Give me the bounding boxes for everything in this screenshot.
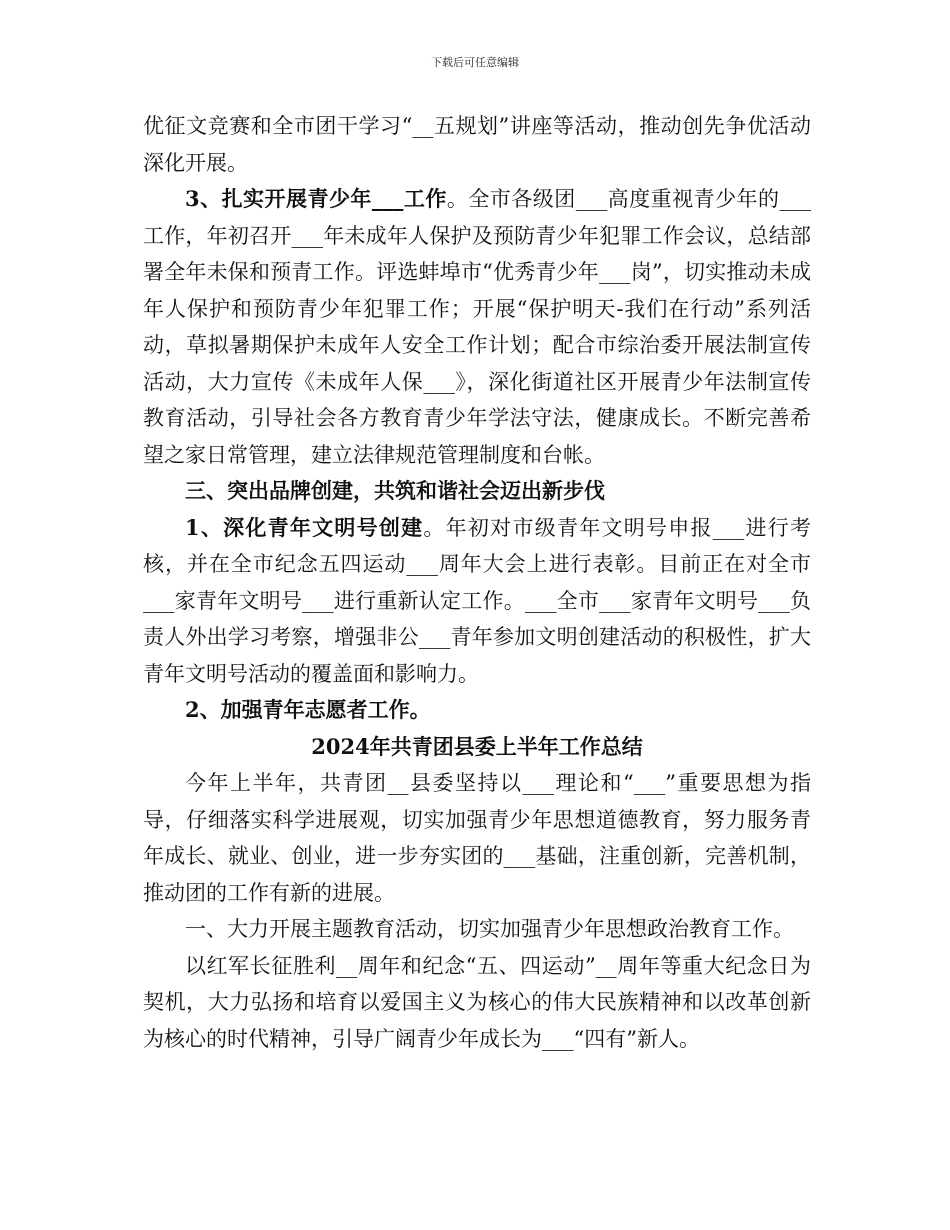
paragraph-heading: 3、扎实开展青少年___工作 xyxy=(185,186,447,211)
paragraph: 3、扎实开展青少年___工作。全市各级团___高度重视青少年的___工作，年初召开___年未成年人保护及预防青少年犯罪工作会议，总结部署全年未保和预青工作。评选蚌埠市“优秀青少年___岗”，切实推动未成年人保护和预防青少年犯罪工作；开展“保护明天-我们在行动”系列活动，草拟暑期保护未成年人安全工作计划；配合市综治委开展法制宣传活动，大力宣传《未成年人保___》，深化街道社区开展青少年法制宣传教育活动，引导社会各方教育青少年学法守法，健康成长。不断完善希望之家日常管理，建立法律规范管理制度和台帐。 xyxy=(143,186,811,467)
section-heading: 一、大力开展主题教育活动，切实加强青少年思想政治教育工作。 xyxy=(185,917,794,941)
page-header: 下载后可任意编辑 xyxy=(431,56,519,69)
section-heading: 三、突出品牌创建，共筑和谐社会迈出新步伐 xyxy=(185,478,605,503)
document-body xyxy=(143,108,811,1057)
paragraph: 优征文竞赛和全市团干学习“__五规划”讲座等活动，推动创先争优活动深化开展。 xyxy=(143,114,811,175)
paragraph: 今年上半年，共青团__县委坚持以___理论和“___”重要思想为指导，仔细落实科学进展观，切实加强青少年思想道德教育，努力服务青年成长、就业、创业，进一步夯实团的___基础，注重创新，完善机制，推动团的工作有新的进展。 xyxy=(143,771,811,905)
paragraph: 以红军长征胜利__周年和纪念“五、四运动”__周年等重大纪念日为契机，大力弘扬和培育以爱国主义为核心的伟大民族精神和以改革创新为核心的时代精神，引导广阔青少年成长为___“四有”新人。 xyxy=(143,953,811,1051)
paragraph-heading: 1、深化青年文明号创建 xyxy=(185,514,424,540)
document-title: 2024年共青团县委上半年工作总结 xyxy=(311,733,643,759)
paragraph-heading: 2、加强青年志愿者工作。 xyxy=(185,697,431,722)
paragraph: 1、深化青年文明号创建。年初对市级青年文明号申报___进行考核，并在全市纪念五四运动___周年大会上进行表彰。目前正在对全市___家青年文明号___进行重新认定工作。___全市___家青年文明号___负责人外出学习考察，增强非公___青年参加文明创建活动的积极性，扩大青年文明号活动的覆盖面和影响力。 xyxy=(143,514,811,686)
